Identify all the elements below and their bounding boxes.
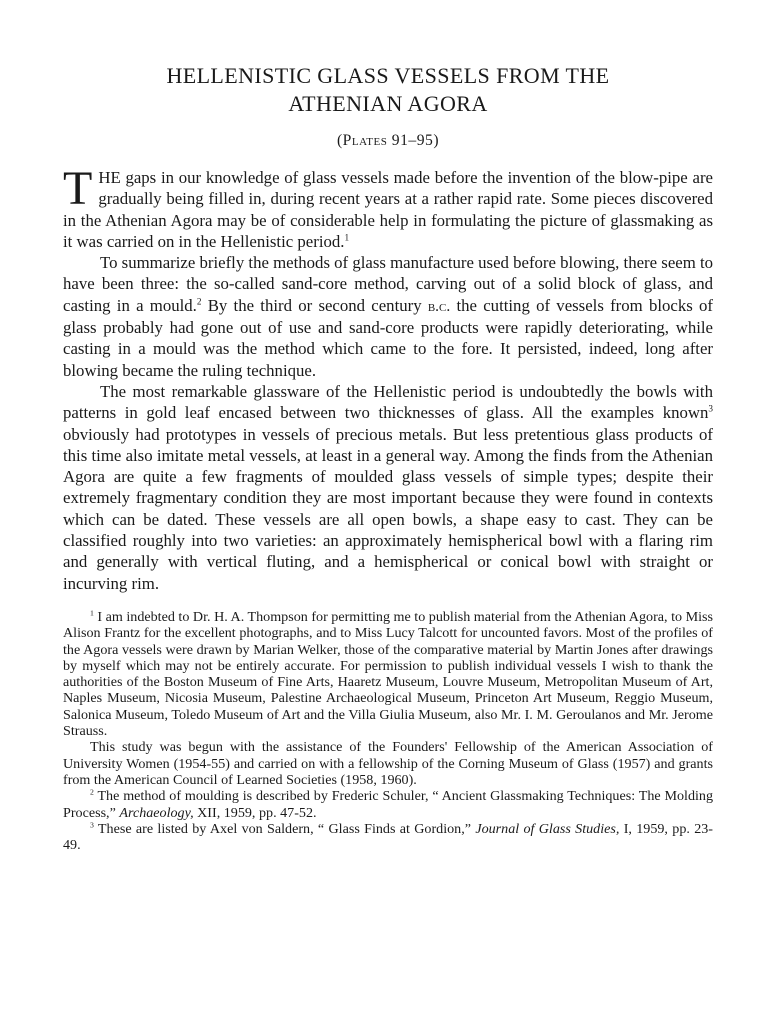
footnote-3: [63, 821, 713, 854]
paragraph-2-text-a: To summarize briefly the methods of glass manufacture used before blowing, there seem to have been three: the so-called sand-core method, carving out of a solid block of glass, and casting in a mould.: [63, 253, 714, 315]
bc-abbreviation: b.c.: [427, 297, 451, 315]
plates-reference: [63, 130, 713, 150]
paragraph-1: [63, 162, 713, 252]
title-line-1: HELLENISTIC GLASS VESSELS FROM THE: [166, 63, 610, 88]
drop-cap: T: [63, 162, 93, 215]
paragraph-2-text-b: By the third or second century: [201, 295, 428, 315]
footnote-ref-2: 2: [196, 296, 202, 307]
footnote-3-text-a: These are listed by Axel von Saldern, “ Glass Finds at Gordion,”: [93, 820, 476, 837]
footnote-1: [63, 609, 713, 739]
plates-text: (Plates 91–95): [336, 132, 440, 149]
title-line-2: ATHENIAN AGORA: [288, 91, 488, 116]
article-body: [63, 162, 714, 594]
paragraph-3-text-b: obviously had prototypes in vessels of precious metals. But less pretentious glass products of this time also imitate metal vessels, at least in a general way. Among the finds from the Athenian Agora are quite a few fragments of moulded glass vessels of simple types; despite their extremely fragmentary condition they are most important because they were found in contexts which can be dated. These vessels are all open bowls, a shape easy to cast. They can be classified roughly into two varieties: an approximately hemispherical bowl with a flaring rim and generally with vertical fluting, and a hemispherical or conical bowl with straight or incurving rim.: [63, 424, 713, 593]
footnote-2-journal: Archaeology,: [119, 804, 194, 821]
footnote-2: [63, 788, 713, 821]
footnote-1-text: I am indebted to Dr. H. A. Thompson for permitting me to publish material from the Athenian Agora, to Miss Alison Frantz for the excellent photographs, and to Miss Lucy Talcott for uncounted favors. Most of the profiles of the Agora vessels were drawn by Marian Welker, those of the comparative material by Martin Jones after drawings by myself which may not be entirely accurate. For permission to publish individual vessels I wish to thank the authorities of the Boston Museum of Fine Arts, Haaretz Museum, Louvre Museum, Metropolitan Museum of Art, Naples Museum, Nicosia Museum, Palestine Archaeological Museum, Princeton Art Museum, Reggio Museum, Salonica Museum, Toledo Museum of Art and the Villa Giulia Museum, also Mr. I. M. Geroulanos and Mr. Jerome Strauss.: [63, 608, 713, 740]
paragraph-1-text: HE gaps in our knowledge of glass vessels made before the invention of the blow-pipe are gradually being filled in, during recent years at a rather rapid rate. Some pieces discovered in the Athenian Agora may be of considerable help in formulating the picture of glassmaking as it was carried on in the Hellenistic period.: [63, 168, 713, 251]
paragraph-3: [63, 381, 713, 594]
footnote-ref-3: 3: [708, 403, 713, 414]
footnote-2-mark: 2: [90, 787, 94, 797]
footnote-3-text-b: I, 1959, pp. 23-49.: [63, 820, 713, 854]
footnote-2-text-a: The method of moulding is described by Frederic Schuler, “ Ancient Glassmaking Techniques: The Molding Process,”: [63, 788, 713, 821]
footnote-ref-1: 1: [344, 232, 350, 243]
footnote-3-journal: Journal of Glass Studies,: [475, 820, 620, 837]
paragraph-3-text-a: The most remarkable glassware of the Hellenistic period is undoubtedly the bowls with patterns in gold leaf encased between two thicknesses of glass. All the examples known: [63, 381, 713, 423]
footnote-3-mark: 3: [90, 820, 94, 830]
footnote-1-continued: This study was begun with the assistance of the Founders' Fellowship of the American Association of University Women (1954-55) and carried on with a fellowship of the Corning Museum of Glass (1957) and grants from the American Council of Learned Societies (1958, 1960).: [63, 739, 713, 788]
footnote-2-text-b: XII, 1959, pp. 47-52.: [193, 804, 317, 821]
paragraph-2-text-c: the cutting of vessels from blocks of glass probably had gone out of use and sand-core products were rapidly deteriorating, while casting in a mould was the method which came to the fore. It persisted, indeed, long after blowing became the ruling technique.: [63, 295, 713, 380]
article-title: [63, 62, 713, 118]
footnotes: [63, 609, 713, 853]
paragraph-2: [63, 252, 713, 381]
footnote-1-mark: 1: [90, 608, 94, 618]
